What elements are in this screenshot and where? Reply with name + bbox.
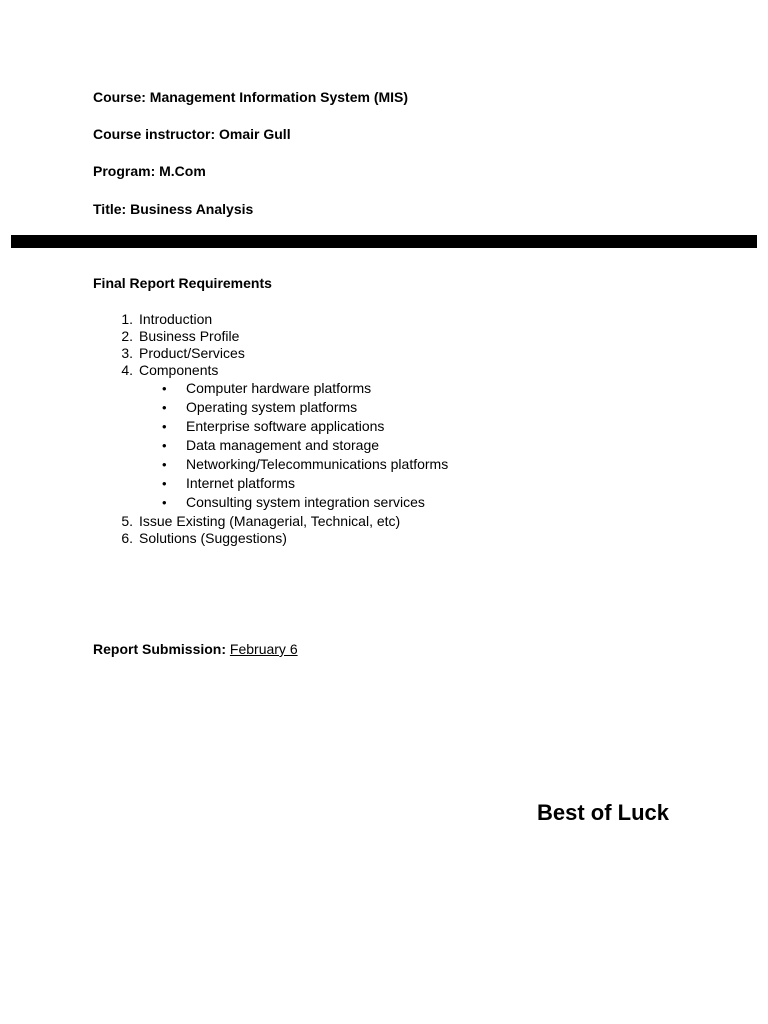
closing-message: Best of Luck bbox=[537, 800, 670, 825]
list-item bbox=[0, 311, 768, 328]
sublist-item bbox=[0, 494, 768, 513]
list-item bbox=[0, 328, 768, 345]
title-line: Title: Business Analysis bbox=[93, 201, 254, 217]
sublist-item bbox=[0, 456, 768, 475]
bullet-icon: • bbox=[162, 438, 167, 453]
bullet-icon: • bbox=[162, 495, 167, 510]
list-number: 3. bbox=[121, 345, 133, 361]
bullet-icon: • bbox=[162, 419, 167, 434]
sublist-item-text: Computer hardware platforms bbox=[186, 380, 372, 396]
list-item-text: Issue Existing (Managerial, Technical, etc) bbox=[139, 513, 401, 529]
sublist-item-text: Enterprise software applications bbox=[186, 418, 385, 434]
requirements-heading: Final Report Requirements bbox=[93, 275, 272, 291]
sublist-item bbox=[0, 437, 768, 456]
sublist-item-text: Operating system platforms bbox=[186, 399, 358, 415]
list-item bbox=[0, 362, 768, 379]
list-number: 2. bbox=[121, 328, 133, 344]
section-divider bbox=[11, 235, 757, 248]
program-line: Program: M.Com bbox=[93, 163, 206, 179]
submission-date: February 6 bbox=[229, 641, 298, 657]
sublist-item-text: Data management and storage bbox=[186, 437, 380, 453]
sublist-item bbox=[0, 399, 768, 418]
bullet-icon: • bbox=[162, 476, 167, 491]
list-number: 6. bbox=[121, 530, 133, 546]
sublist-item bbox=[0, 380, 768, 399]
requirements-list bbox=[0, 311, 768, 547]
list-number: 5. bbox=[121, 513, 133, 529]
list-item-text: Product/Services bbox=[139, 345, 245, 361]
list-item bbox=[0, 530, 768, 547]
sublist-item-text: Internet platforms bbox=[186, 475, 295, 491]
sublist-item bbox=[0, 418, 768, 437]
list-item bbox=[0, 345, 768, 362]
list-item bbox=[0, 513, 768, 530]
list-number: 4. bbox=[121, 362, 133, 378]
list-number: 1. bbox=[121, 311, 133, 327]
course-line: Course: Management Information System (MIS) bbox=[93, 89, 409, 105]
bullet-icon: • bbox=[162, 457, 167, 472]
submission-label: Report Submission: bbox=[93, 641, 227, 657]
list-item-text: Components bbox=[139, 362, 219, 378]
sublist-item-text: Networking/Telecommunications platforms bbox=[186, 456, 449, 472]
sublist-item bbox=[0, 475, 768, 494]
list-item-text: Solutions (Suggestions) bbox=[139, 530, 287, 546]
list-item-text: Introduction bbox=[139, 311, 213, 327]
components-sublist bbox=[0, 379, 768, 513]
sublist-item-text: Consulting system integration services bbox=[186, 494, 425, 510]
list-item-text: Business Profile bbox=[139, 328, 240, 344]
bullet-icon: • bbox=[162, 381, 167, 396]
bullet-icon: • bbox=[162, 400, 167, 415]
report-submission bbox=[93, 640, 298, 658]
instructor-line: Course instructor: Omair Gull bbox=[93, 126, 291, 142]
